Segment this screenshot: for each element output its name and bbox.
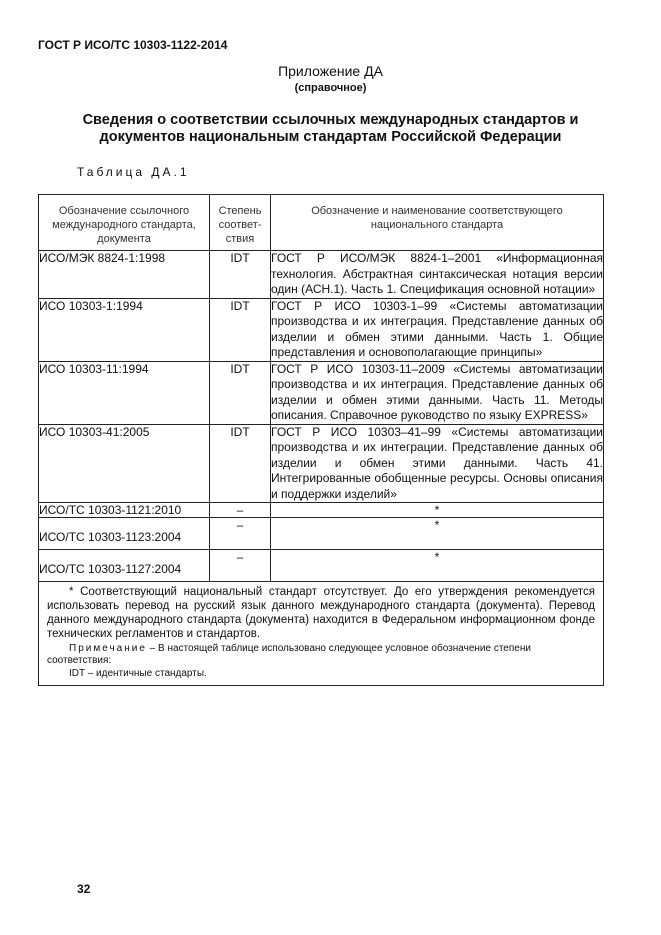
table-row [39,550,604,582]
footnote-text: * Соответствующий национальный стандарт отсутствует. До его утверждения рекомендуется использовать перевод на русский язык данного международного стандарта (документа). Перевод данного международного стандарта (документа) находится в Федеральном информационном фонде технических регламентов и стандартов. [47,586,595,640]
cell-national: * [271,503,604,518]
cell-reference: ИСО 10303-1:1994 [39,298,210,361]
note-text: – В настоящей таблице использовано следующее условное обозначение степени соответствия: [47,643,531,666]
cell-degree: – [210,518,271,550]
section-title [30,112,631,146]
cell-degree: IDT [210,424,271,503]
cell-national: ГОСТ Р ИСО 10303-1–99 «Системы автоматизации производства и их интеграция. Представление данных об изделии и обмен этими данными. Часть 1. Общие представления и основополагающие принципы» [271,298,603,359]
table-row [39,361,604,424]
cell-reference: ИСО/ТС 10303-1127:2004 [39,550,210,582]
table-row [39,424,604,503]
table-row [39,251,604,299]
cell-reference: ИСО/ТС 10303-1121:2010 [39,503,210,518]
note-label: Примечание [69,643,147,654]
cell-degree: IDT [210,298,271,361]
cell-national: ГОСТ Р ИСО 10303-11–2009 «Системы автоматизации производства и их интеграция. Представление данных об изделии и обмен этими данными. Часть 11. Методы описания. Справочное руководство по языку EXPRESS» [271,361,603,422]
table-header-row [39,195,604,251]
cell-degree: – [210,503,271,518]
cell-degree: – [210,550,271,582]
document-number: ГОСТ Р ИСО/ТС 10303-1122-2014 [38,38,228,52]
page-number: 32 [77,882,91,896]
cell-reference: ИСО 10303-11:1994 [39,361,210,424]
correspondence-table [38,194,604,686]
cell-national: * [271,550,604,582]
table-row [39,298,604,361]
table-row [39,503,604,518]
note-idt-definition: IDT – идентичные стандарты. [69,668,207,679]
header-reference-standard: Обозначение ссылочного международного стандарта, документа [39,195,210,251]
section-title-line-2: документов национальным стандартам Российской Федерации [99,129,562,145]
cell-national: * [271,518,604,550]
appendix-subtitle: (справочное) [294,82,367,94]
table-caption: Таблица ДА.1 [77,165,190,179]
cell-national: ГОСТ Р ИСО/МЭК 8824-1–2001 «Информационная технология. Абстрактная синтаксическая нотация версии один (АСН.1). Часть 1. Спецификация основной нотации» [271,251,603,296]
cell-reference: ИСО/ТС 10303-1123:2004 [39,518,210,550]
cell-degree: IDT [210,251,271,299]
header-degree: Степень соответ-ствия [210,195,271,251]
cell-national: ГОСТ Р ИСО 10303–41–99 «Системы автоматизации производства и их интеграции. Представление данных об изделии и обмен этими данными. Часть 41. Интегрированные обобщенные ресурсы. Основы описания и поддержки изделий» [271,424,603,501]
cell-reference: ИСО/МЭК 8824-1:1998 [39,251,210,299]
footnote-cell [39,582,604,686]
table-row [39,518,604,550]
appendix-title: Приложение ДА [278,63,383,79]
note-paragraph [47,643,595,667]
header-national-standard: Обозначение и наименование соответствующего национального стандарта [271,195,604,251]
cell-degree: IDT [210,361,271,424]
section-title-line-1: Сведения о соответствии ссылочных международных стандартов и [82,112,579,128]
table-footnote-row [39,582,604,686]
cell-reference: ИСО 10303-41:2005 [39,424,210,503]
